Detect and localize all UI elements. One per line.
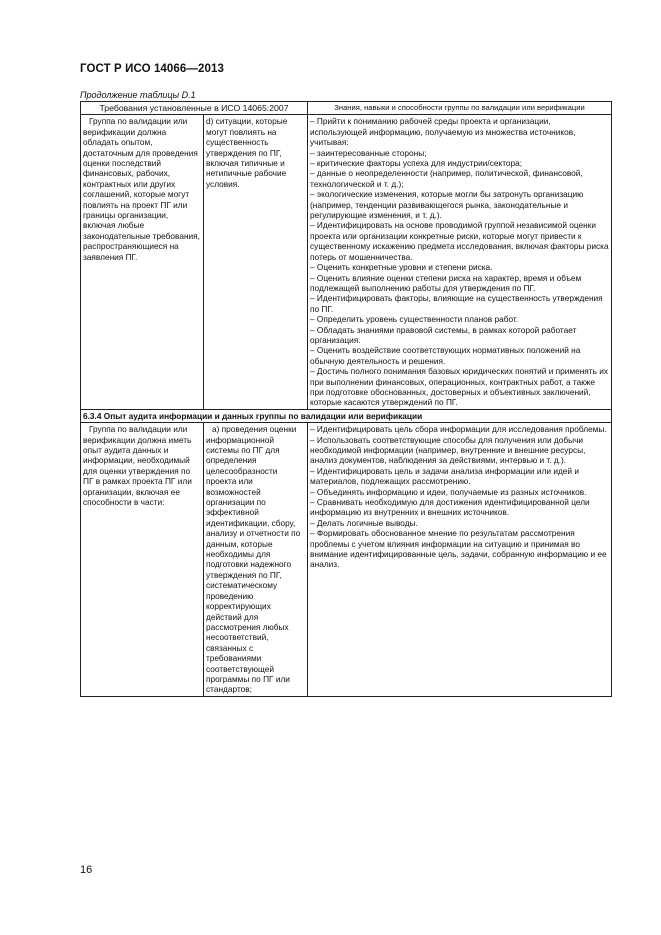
skill-item: – Использовать соответствующие способы для получения или добычи необходимой информации (например, внутренние и внешние ресурсы, анализ документов, наблюдения за действиями, интервью и т. д.). bbox=[310, 434, 586, 466]
header-requirements: Требования установленные в ИСО 14065:2007 bbox=[81, 102, 308, 115]
skill-item: – Оценить воздействие соответствующих нормативных положений на обычную деятельность и решения. bbox=[310, 345, 581, 366]
requirements-table bbox=[80, 101, 612, 697]
skill-item: – Достичь полного понимания базовых юридических понятий и применять их при выполнении финансовых, операционных, контрактных работ, а также при подготовке обоснованных, достоверных и объективных заключений, которые касаются утверждений по ПГ. bbox=[310, 366, 609, 408]
skill-item: – экологические изменения, которые могли бы затронуть организацию (например, тенденции развивающегося рынка, законодательные и регулирующие изменения, и т. д.). bbox=[310, 189, 584, 221]
document-title: ГОСТ Р ИСО 14066—2013 bbox=[80, 63, 225, 75]
table-row bbox=[81, 115, 612, 409]
skill-item: – Идентифицировать цель сбора информации для исследования проблемы. bbox=[310, 424, 607, 435]
skill-item: – Формировать обоснованное мнение по результатам рассмотрения проблемы с учетом влияния информации на ситуацию и принимая во внимание идентифицированные цель, задачи, собранную информацию и ее анализ. bbox=[310, 528, 607, 570]
requirement-cell: Группа по валидации или верификации должна обладать опытом, достаточным для проведения оценки последствий финансовых, рабочих, контрактных или других соглашений, которые могут повлиять на проект ПГ или границы организации, включая любые законодательные требования, распространяющиеся на заявления ПГ. bbox=[81, 115, 204, 409]
header-skills: Знания, навыки и способности группы по валидации или верификации bbox=[308, 102, 612, 115]
skill-item: – Прийти к пониманию рабочей среды проекта и организации, использующей информацию, получаемую из множества источников, учитывая: bbox=[310, 116, 576, 148]
skill-item: – Объединять информацию и идеи, получаемые из разных источников. bbox=[310, 486, 587, 497]
section-title: 6.3.4 Опыт аудита информации и данных группы по валидации или верификации bbox=[81, 409, 612, 422]
requirement-cell: Группа по валидации или верификации должна иметь опыт аудита данных и информации, необходимый для оценки утверждения по ПГ в рамках проекта ПГ или организации, включая ее способности в части: bbox=[81, 423, 204, 697]
section-row bbox=[81, 409, 612, 422]
skill-item: – критические факторы успеха для индустрии/сектора; bbox=[310, 158, 523, 169]
skill-item: – заинтересованные стороны; bbox=[310, 147, 427, 158]
skill-item: – данные о неопределенности (например, политической, финансовой, технологической и т. д.); bbox=[310, 168, 583, 189]
skill-item: – Идентифицировать на основе проводимой группой независимой оценки проекта или организации конкретные риски, которые могут привести к существенному искажению предмета исследования, включая факторы риска потерь от мошенничества. bbox=[310, 220, 609, 262]
skill-item: – Идентифицировать факторы, влияющие на существенность утверждения по ПГ. bbox=[310, 293, 603, 314]
skill-item: – Оценить влияние оценки степени риска на характер, время и объем подлежащей выполнению работы для утверждения по ПГ. bbox=[310, 272, 582, 293]
skill-item: – Обладать знаниями правовой системы, в рамках которой работает организация. bbox=[310, 324, 577, 345]
skill-item: – Оценить конкретные уровни и степени риска. bbox=[310, 262, 493, 273]
situation-cell: d) ситуации, которые могут повлиять на существенность утверждения по ПГ, включая типичные и нетипичные рабочие условия. bbox=[204, 115, 308, 409]
table-continuation-caption: Продолжение таблицы D.1 bbox=[80, 90, 196, 100]
skill-item: – Идентифицировать цель и задачи анализа информации или идей и материалов, подлежащих рассмотрению. bbox=[310, 465, 579, 487]
skill-item: – Делать логичные выводы. bbox=[310, 517, 418, 528]
table-row bbox=[81, 423, 612, 697]
skills-cell bbox=[308, 423, 612, 697]
situation-cell: а) проведения оценки информационной системы по ПГ для определения целесообразности проекта или возможностей организации по эффективной идентификации, сбору, анализу и отчетности по данным, которые необходимы для подготовки надежного утверждения по ПГ, систематическому проведению корректирующих действий для рассмотрения любых несоответствий, связанных с требованиями соответствующей программы по ПГ или стандартов; bbox=[204, 423, 308, 697]
skill-item: – Сравнивать необходимую для достижения идентифицированной цели информацию из внутренних и внешних источников. bbox=[310, 497, 590, 518]
table-header-row bbox=[81, 102, 612, 115]
skill-item: – Определить уровень существенности планов работ. bbox=[310, 314, 519, 325]
skills-cell bbox=[308, 115, 612, 409]
page-number: 16 bbox=[80, 864, 93, 876]
